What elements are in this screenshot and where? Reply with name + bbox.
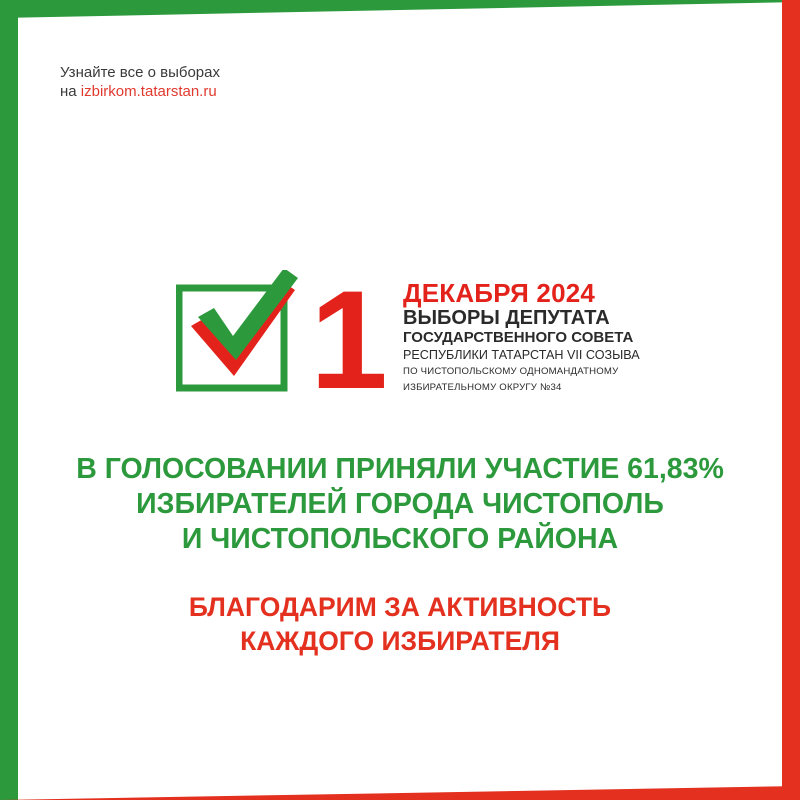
info-note-link-line (60, 82, 220, 101)
frame-red-right (782, 0, 800, 800)
turnout-headline (0, 452, 800, 557)
thanks-line-2: КАЖДОГО ИЗБИРАТЕЛЯ (240, 626, 560, 656)
headline-line-1: В ГОЛОСОВАНИИ ПРИНЯЛИ УЧАСТИЕ 61,83% (76, 453, 724, 485)
big-number: 1 (310, 270, 388, 394)
district-line-1: ПО ЧИСТОПОЛЬСКОМУ ОДНОМАНДАТНОМУ (403, 366, 619, 377)
thanks-line-1: БЛАГОДАРИМ ЗА АКТИВНОСТЬ (188, 592, 612, 622)
district-line-2: ИЗБИРАТЕЛЬНОМУ ОКРУГУ №34 (403, 382, 562, 393)
election-date: ДЕКАБРЯ 2024 (403, 278, 596, 308)
info-note-prefix: на (60, 83, 81, 100)
info-note (60, 63, 220, 101)
frame-green-top (0, 0, 800, 18)
info-note-text: Узнайте все о выборах (60, 64, 220, 81)
frame-red-bottom (0, 786, 800, 800)
logo-graphic (176, 270, 396, 394)
council-name: ГОСУДАРСТВЕННОГО СОВЕТА (403, 329, 634, 346)
republic-line: РЕСПУБЛИКИ ТАТАРСТАН VII СОЗЫВА (403, 348, 640, 362)
election-logo (176, 270, 396, 399)
headline-line-3: И ЧИСТОПОЛЬСКОГО РАЙОНА (181, 523, 619, 555)
thanks-message (0, 590, 800, 658)
website-link[interactable]: izbirkom.tatarstan.ru (80, 83, 217, 100)
frame-green-left (0, 0, 18, 800)
headline-line-2: ИЗБИРАТЕЛЕЙ ГОРОДА ЧИСТОПОЛЬ (136, 488, 664, 520)
election-title: ВЫБОРЫ ДЕПУТАТА (403, 307, 610, 329)
